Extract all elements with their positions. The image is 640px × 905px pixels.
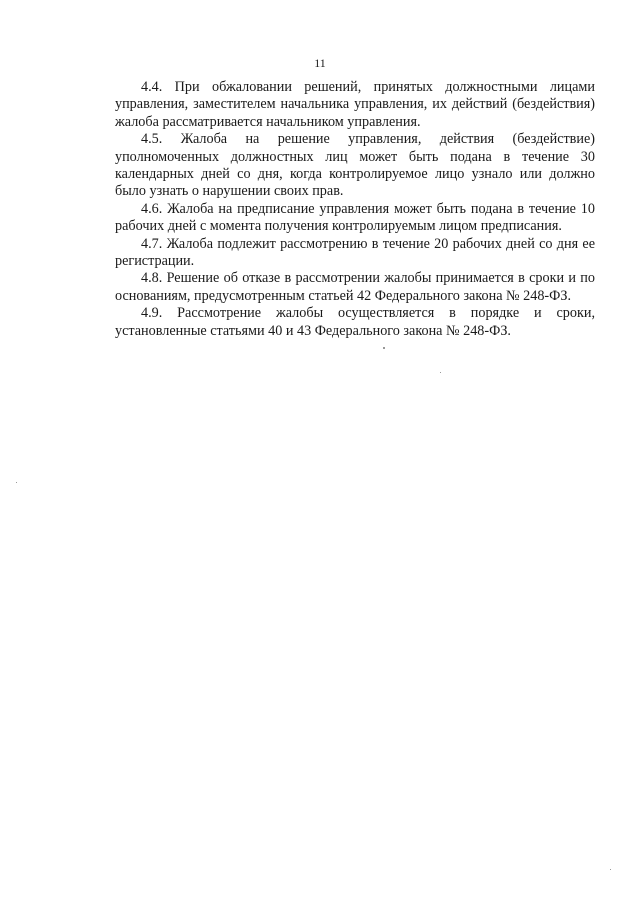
scan-speck — [16, 482, 17, 483]
document-body — [115, 79, 595, 340]
paragraph-4-6: 4.6. Жалоба на предписание управления может быть подана в течение 10 рабочих дней с момента получения контролируемым лицом предписания. — [115, 200, 595, 235]
paragraph-4-7: 4.7. Жалоба подлежит рассмотрению в течение 20 рабочих дней со дня ее регистрации. — [115, 235, 595, 270]
scan-speck — [610, 869, 611, 870]
paragraph-4-4: 4.4. При обжаловании решений, принятых должностными лицами управления, заместителем начальника управления, их действий (бездействия) жалоба рассматривается начальником управления. — [115, 79, 595, 130]
scan-speck — [440, 372, 441, 373]
scan-speck — [383, 347, 385, 349]
paragraph-4-5: 4.5. Жалоба на решение управления, действия (бездействие) уполномоченных должностных лиц может быть подана в течение 30 календарных дней со дня, когда контролируемое лицо узнало или должно было узнать о нарушении своих прав. — [115, 131, 595, 200]
paragraph-4-8: 4.8. Решение об отказе в рассмотрении жалобы принимается в сроки и по основаниям, предусмотренным статьей 42 Федерального закона № 248-ФЗ. — [115, 270, 595, 304]
page-number: 11 — [314, 56, 326, 70]
paragraph-4-9: 4.9. Рассмотрение жалобы осуществляется в порядке и сроки, установленные статьями 40 и 43 Федерального закона № 248-ФЗ. — [115, 305, 595, 339]
